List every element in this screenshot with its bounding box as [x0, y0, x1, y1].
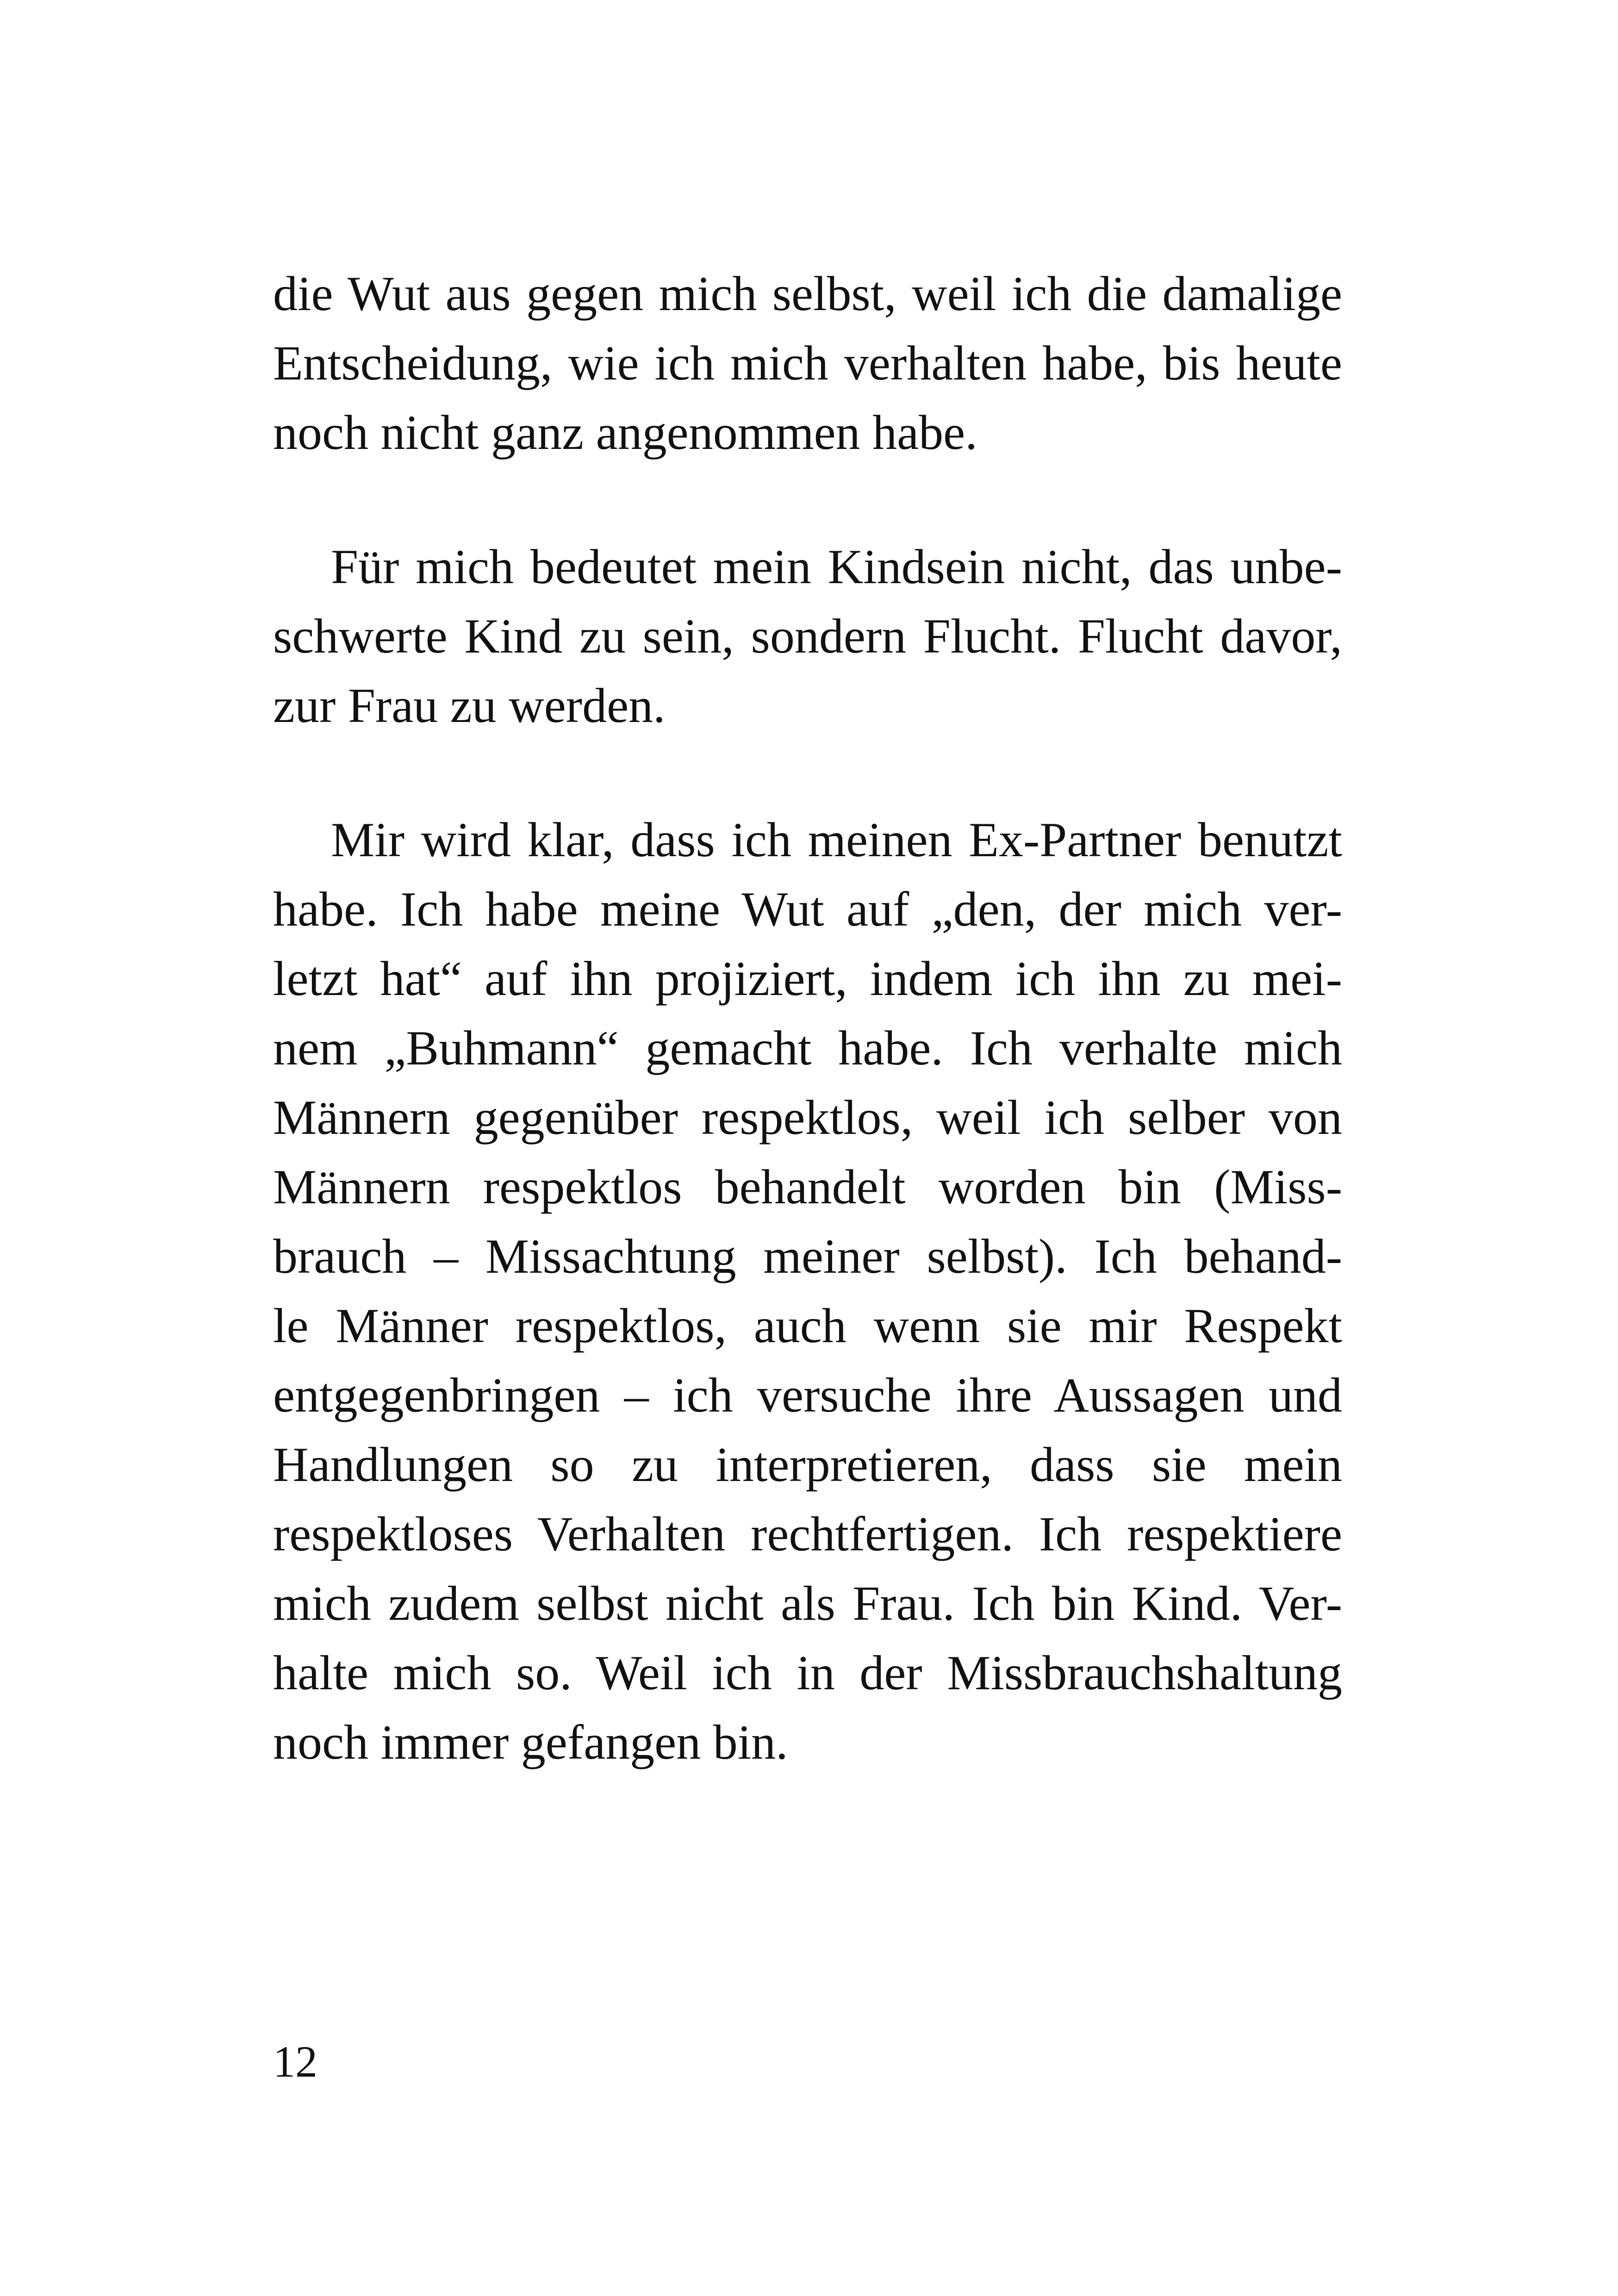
text-line: zur Frau zu werden. — [273, 678, 666, 733]
text-line: Für mich bedeutet mein Kindsein nicht, das unbe- — [331, 540, 1342, 594]
paragraph-2 — [273, 532, 1342, 740]
text-line: letzt hat“ auf ihn projiziert, indem ich ihn zu mei- — [273, 952, 1342, 1006]
text-line: die Wut aus gegen mich selbst, weil ich die damalige — [273, 267, 1342, 321]
text-line: habe. Ich habe meine Wut auf „den, der mich ver- — [273, 882, 1342, 936]
body-text — [273, 259, 1342, 1777]
text-line: Mir wird klar, dass ich meinen Ex-Partner benutzt — [331, 813, 1342, 867]
text-line: noch immer gefangen bin. — [273, 1715, 788, 1769]
text-line: nem „Buhmann“ gemacht habe. Ich verhalte mich — [273, 1021, 1342, 1075]
text-line: schwerte Kind zu sein, sondern Flucht. Flucht davor, — [273, 609, 1342, 663]
page-number: 12 — [273, 2037, 317, 2086]
text-line: Handlungen so zu interpretieren, dass sie mein — [273, 1437, 1342, 1492]
text-line: entgegenbringen – ich versuche ihre Aussagen und — [273, 1368, 1342, 1422]
text-line: Männern respektlos behandelt worden bin (Miss- — [273, 1160, 1342, 1214]
text-line: halte mich so. Weil ich in der Missbrauchshaltung — [273, 1646, 1342, 1700]
paragraph-3 — [273, 805, 1342, 1777]
text-line: noch nicht ganz angenommen habe. — [273, 405, 977, 460]
text-line: mich zudem selbst nicht als Frau. Ich bin Kind. Ver- — [273, 1576, 1342, 1630]
text-line: Entscheidung, wie ich mich verhalten habe, bis heute — [273, 336, 1342, 390]
text-line: respektloses Verhalten rechtfertigen. Ich respektiere — [273, 1507, 1342, 1561]
paragraph-1 — [273, 259, 1342, 467]
text-line: Männern gegenüber respektlos, weil ich selber von — [273, 1090, 1342, 1145]
text-line: le Männer respektlos, auch wenn sie mir Respekt — [273, 1299, 1342, 1353]
text-line: brauch – Missachtung meiner selbst). Ich behand- — [273, 1229, 1342, 1283]
